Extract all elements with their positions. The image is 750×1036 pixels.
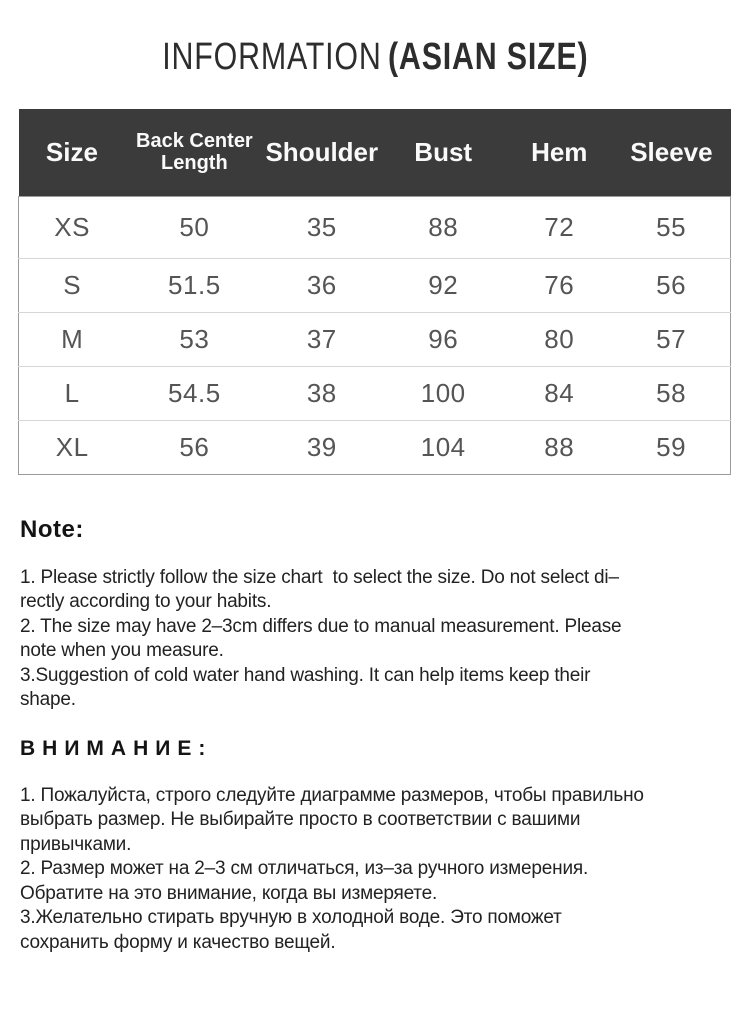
table-header-row [19, 109, 731, 196]
table-cell: 59 [612, 420, 730, 474]
table-cell: 50 [179, 211, 210, 242]
title-asian-size: (ASIAN SIZE) [387, 36, 589, 78]
column-header-size: Size [19, 109, 126, 196]
table-cell: 55 [656, 211, 687, 242]
table-cell: 84 [506, 366, 612, 420]
attention-line: Обратите на это внимание, когда вы измеряете. [20, 882, 438, 904]
table-cell: 56 [125, 420, 263, 474]
table-cell: 92 [380, 258, 506, 312]
table-cell: 96 [380, 312, 506, 366]
note-text-russian [20, 784, 730, 956]
table-row-m [19, 312, 731, 366]
attention-heading: ВНИМАНИЕ: [20, 736, 213, 760]
column-header-line: Length [161, 152, 228, 175]
table-row-s [19, 258, 731, 312]
attention-line: сохранить форму и качество вещей. [20, 931, 336, 953]
page-title-text [162, 36, 588, 79]
attention-line: привычками. [20, 833, 132, 855]
table-cell: 56 [612, 258, 730, 312]
note-line: note when you measure. [20, 640, 224, 661]
attention-line: 3.Желательно стирать вручную в холодной воде. Это поможет [20, 907, 562, 928]
column-header-hem: Hem [506, 109, 612, 196]
table-cell: 80 [506, 312, 612, 366]
table-cell: 88 [428, 211, 459, 242]
table-cell: 37 [263, 312, 380, 366]
table-cell: 35 [306, 211, 337, 242]
attention-line: 2. Размер может на 2–3 см отличаться, из–за ручного измерения. [20, 858, 589, 879]
table-cell: 58 [612, 366, 730, 420]
note-line: shape. [20, 689, 76, 710]
table-cell: 51.5 [125, 258, 263, 312]
table-cell: S [19, 258, 126, 312]
note-line: 1. Please strictly follow the size chart to select the size. Do not select di– [20, 566, 619, 588]
table-cell: 36 [263, 258, 380, 312]
table-cell: M [19, 312, 126, 366]
column-header-shoulder: Shoulder [263, 109, 380, 196]
table-cell: L [19, 366, 126, 420]
table-cell: 104 [380, 420, 506, 474]
column-header-line: Back Center [136, 130, 253, 153]
attention-line: выбрать размер. Не выбирайте просто в соответствии с вашими [20, 809, 581, 830]
table-cell: 39 [263, 420, 380, 474]
table-row-xl [19, 420, 731, 474]
note-line: rectly according to your habits. [20, 591, 272, 612]
table-cell: 72 [544, 211, 575, 242]
table-cell: 76 [506, 258, 612, 312]
note-line: 2. The size may have 2–3cm differs due to manual measurement. Please [20, 615, 622, 637]
table-cell: 53 [125, 312, 263, 366]
size-info-page [0, 36, 750, 1036]
table-row-xs [19, 196, 731, 258]
table-cell: 57 [612, 312, 730, 366]
table-row-l [19, 366, 731, 420]
column-header-back-center-length [125, 109, 263, 196]
notes-section [20, 516, 730, 956]
column-header-bust: Bust [380, 109, 506, 196]
note-text-english [20, 566, 730, 713]
table-cell: XL [19, 420, 126, 474]
table-cell: 54.5 [125, 366, 263, 420]
table-cell: 100 [380, 366, 506, 420]
note-heading: Note: [20, 515, 84, 543]
title-information: INFORMATION [161, 36, 382, 78]
attention-line: 1. Пожалуйста, строго следуйте диаграмме размеров, чтобы правильно [20, 784, 644, 806]
size-chart-table [18, 109, 731, 475]
note-line: 3.Suggestion of cold water hand washing. It can help items keep their [20, 664, 591, 686]
table-cell: 88 [506, 420, 612, 474]
table-cell: 38 [263, 366, 380, 420]
column-header-sleeve: Sleeve [612, 109, 730, 196]
table-cell: XS [54, 211, 90, 242]
page-title [0, 36, 750, 79]
